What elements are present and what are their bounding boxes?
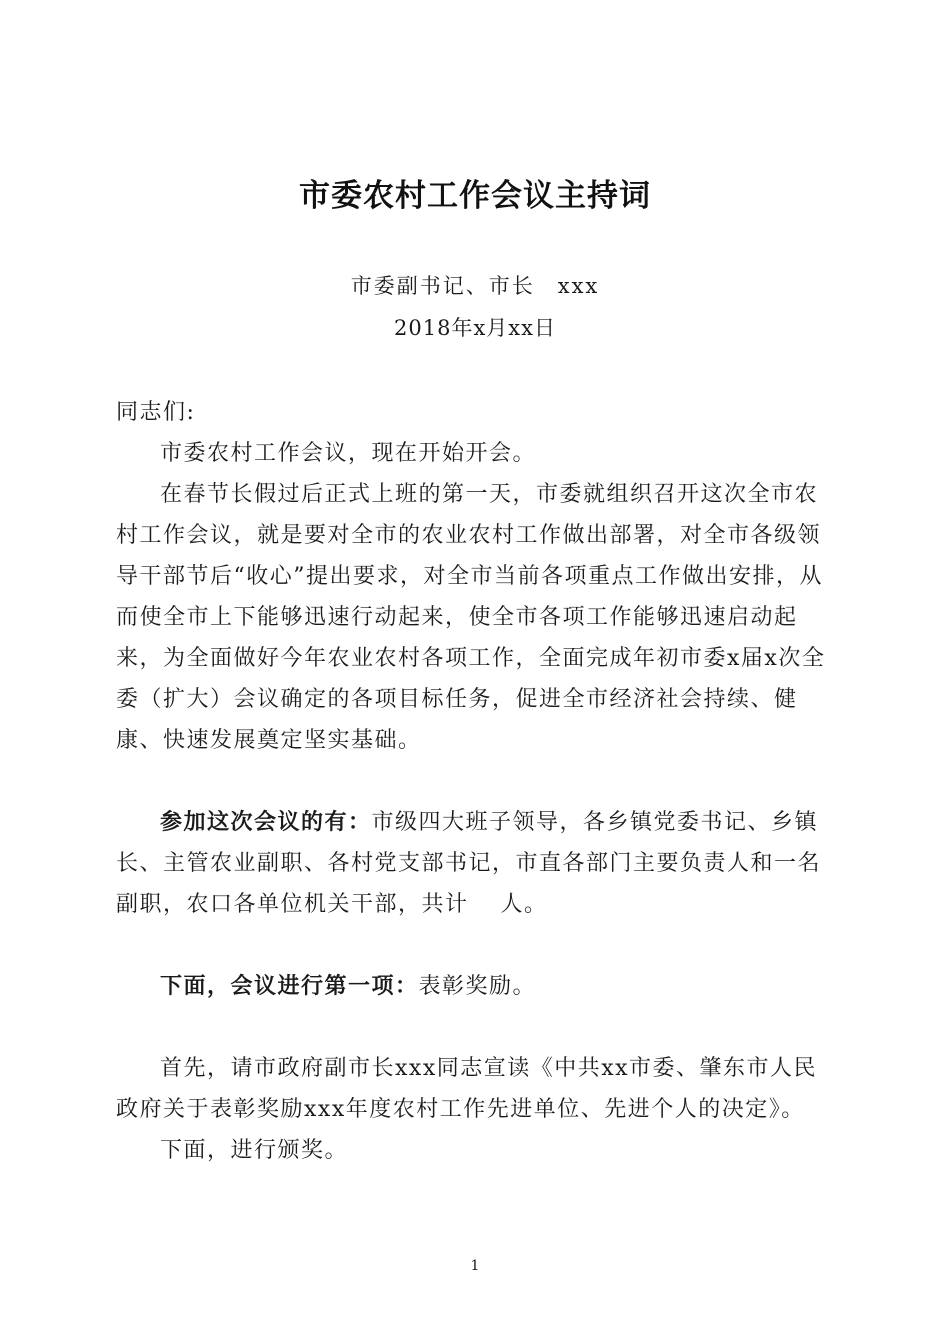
- item-one-lead: 下面，会议进行第一项：: [160, 974, 419, 999]
- document-date: 2018年x月xx日: [394, 316, 556, 340]
- paragraph-item-one: [116, 966, 836, 1007]
- paragraph-opening: 市委农村工作会议，现在开始开会。: [160, 441, 537, 466]
- author-byline: 市委副书记、市长 xxx: [350, 274, 600, 298]
- paragraph-award: 下面，进行颁奖。: [160, 1138, 349, 1163]
- page-number: 1: [470, 1258, 480, 1274]
- paragraph-announcement: 首先，请市政府副市长xxx同志宣读《中共xx市委、肇东市人民政府关于表彰奖励xxx年度农村工作先进单位、先进个人的决定》。: [116, 1056, 818, 1122]
- paragraph-gap: [116, 1007, 836, 1048]
- salutation: 同志们:: [116, 400, 196, 425]
- attendees-text: 市级四大班子领导，各乡镇党委书记、乡镇长、主管农业副职、各村党支部书记，市直各部门主要负责人和一名副职，农口各单位机关干部，共计 人。: [116, 810, 822, 917]
- paragraph-gap: [116, 761, 836, 802]
- item-one-text: 表彰奖励。: [418, 974, 537, 999]
- document-title: 市委农村工作会议主持词: [299, 178, 651, 214]
- document-body: [116, 392, 836, 1171]
- paragraph-attendees: [116, 802, 836, 925]
- attendees-lead: 参加这次会议的有：: [160, 810, 372, 835]
- paragraph-purpose: 在春节长假过后正式上班的第一天，市委就组织召开这次全市农村工作会议，就是要对全市的农业农村工作做出部署，对全市各级领导干部节后“收心”提出要求，对全市当前各项重点工作做出安排，从而使全市上下能够迅速行动起来，使全市各项工作能够迅速启动起来，为全面做好今年农业农村各项工作，全面完成年初市委x届x次全委（扩大）会议确定的各项目标任务，促进全市经济社会持续、健康、快速发展奠定坚实基础。: [116, 482, 826, 753]
- paragraph-gap: [116, 925, 836, 966]
